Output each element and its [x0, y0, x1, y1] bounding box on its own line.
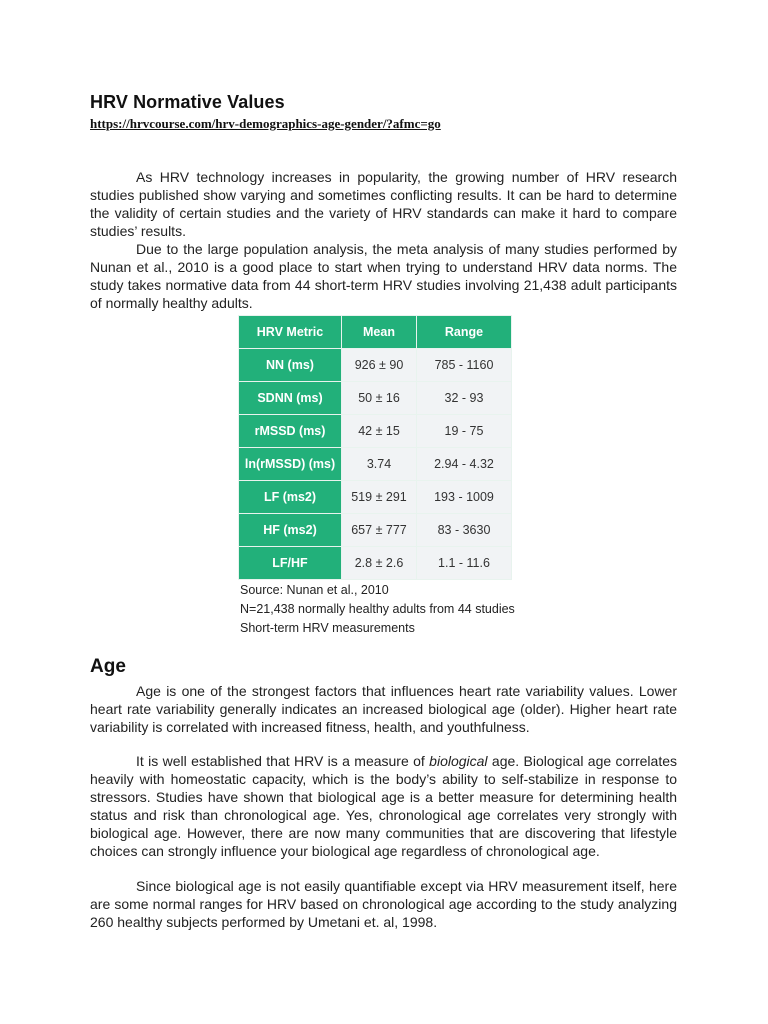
mean-cell: 926 ± 90 — [342, 349, 417, 382]
header-mean: Mean — [342, 316, 417, 349]
mean-cell: 3.74 — [342, 448, 417, 481]
table-source-caption — [240, 581, 515, 638]
source-link[interactable]: https://hrvcourse.com/hrv-demographics-age-gender/?afmc=go — [90, 116, 441, 131]
table-row — [239, 547, 512, 580]
age-paragraph-2-start: It is well established that HRV is a measure of — [136, 753, 430, 769]
range-cell: 19 - 75 — [417, 415, 512, 448]
intro-paragraph-1-text: As HRV technology increases in popularity, the growing number of HRV research studies published show varying and sometimes conflicting results. It can be hard to determine the validity of certain studies and the variety of HRV standards can make it hard to compare studies’ results. — [90, 169, 677, 239]
biological-emphasis: biological — [429, 753, 488, 769]
age-paragraph-3-text: Since biological age is not easily quantifiable except via HRV measurement itself, here are some normal ranges for HRV based on chronological age according to the study analyzing 260 healthy subjects performed by Umetani et. al, 1998. — [90, 878, 677, 930]
metric-cell: HF (ms2) — [239, 514, 342, 547]
age-paragraph-1 — [90, 682, 677, 736]
source-line: Source: Nunan et al., 2010 — [240, 583, 389, 597]
age-paragraph-3 — [90, 877, 677, 931]
range-cell: 193 - 1009 — [417, 481, 512, 514]
intro-paragraph-2 — [90, 240, 677, 312]
table-row — [239, 448, 512, 481]
range-cell: 32 - 93 — [417, 382, 512, 415]
range-cell: 1.1 - 11.6 — [417, 547, 512, 580]
measurement-type-line: Short-term HRV measurements — [240, 621, 415, 635]
header-range: Range — [417, 316, 512, 349]
metric-cell: LF (ms2) — [239, 481, 342, 514]
metric-cell: SDNN (ms) — [239, 382, 342, 415]
sample-size-line: N=21,438 normally healthy adults from 44 studies — [240, 602, 515, 616]
age-paragraph-2 — [90, 752, 677, 860]
intro-paragraph-2-text: Due to the large population analysis, the meta analysis of many studies performed by Nunan et al., 2010 is a good place to start when trying to understand HRV data norms. The study takes normative data from 44 short-term HRV studies involving 21,438 adult participants of normally healthy adults. — [90, 241, 677, 311]
metric-cell: NN (ms) — [239, 349, 342, 382]
mean-cell: 42 ± 15 — [342, 415, 417, 448]
mean-cell: 2.8 ± 2.6 — [342, 547, 417, 580]
table-row — [239, 349, 512, 382]
table-row — [239, 415, 512, 448]
age-paragraph-2-end: age. Biological age correlates heavily with homeostatic capacity, which is the body’s ability to self-stabilize in response to stressors. Studies have shown that biological age is a better measure for determining health status and risk than chronological age. Yes, chronological age correlates very strongly with biological age. However, there are now many communities that are discovering that lifestyle choices can strongly influence your biological age regardless of chronological age. — [90, 753, 677, 859]
intro-paragraph-1 — [90, 168, 677, 240]
metric-cell: ln(rMSSD) (ms) — [239, 448, 342, 481]
hrv-normative-table — [238, 315, 512, 580]
table-header-row — [239, 316, 512, 349]
table-row — [239, 382, 512, 415]
metric-cell: rMSSD (ms) — [239, 415, 342, 448]
table-row — [239, 514, 512, 547]
header-hrv-metric: HRV Metric — [239, 316, 342, 349]
metric-cell: LF/HF — [239, 547, 342, 580]
mean-cell: 657 ± 777 — [342, 514, 417, 547]
age-heading: Age — [90, 656, 126, 677]
range-cell: 2.94 - 4.32 — [417, 448, 512, 481]
range-cell: 83 - 3630 — [417, 514, 512, 547]
mean-cell: 519 ± 291 — [342, 481, 417, 514]
page-title: HRV Normative Values — [90, 92, 285, 112]
table-row — [239, 481, 512, 514]
mean-cell: 50 ± 16 — [342, 382, 417, 415]
range-cell: 785 - 1160 — [417, 349, 512, 382]
age-paragraph-1-text: Age is one of the strongest factors that influences heart rate variability values. Lower heart rate variability generally indicates an increased biological age (older). Higher heart rate variability is correlated with increased fitness, health, and youthfulness. — [90, 683, 677, 735]
